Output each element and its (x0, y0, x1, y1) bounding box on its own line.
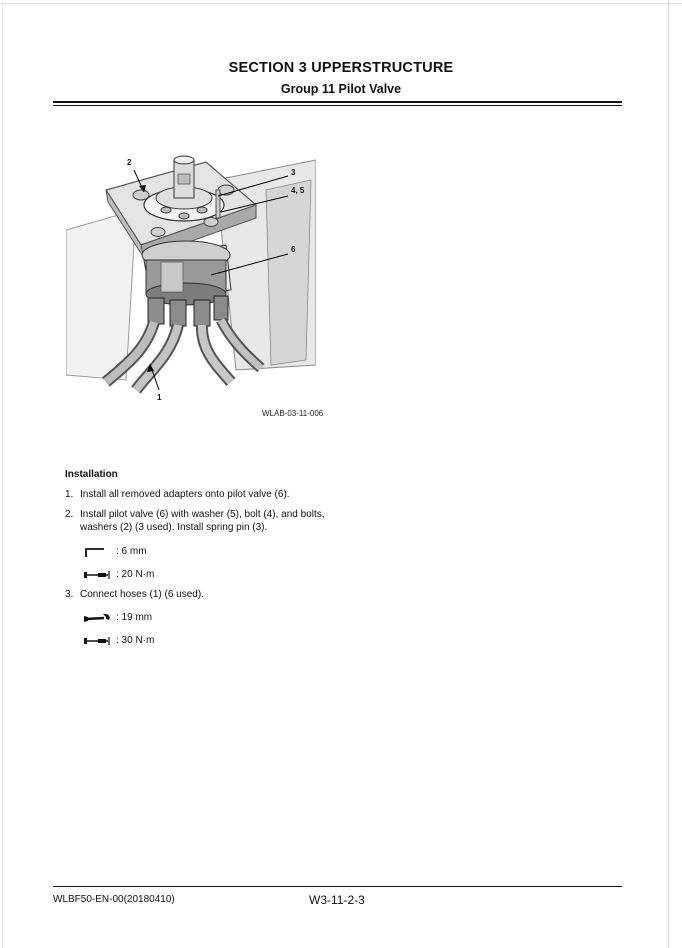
footer-doc-code: WLBF50-EN-00(20180410) (53, 894, 175, 905)
callout-6: 6 (291, 245, 296, 254)
group-title: Group 11 Pilot Valve (280, 82, 402, 96)
header-rule-thin (53, 105, 622, 106)
callout-2: 2 (127, 158, 132, 167)
step-text: Install pilot valve (6) with washer (5), bolt (4), and bolts, washers (2) (3 used). Install spring pin (3). (80, 509, 325, 533)
spec-value: : 6 mm (116, 546, 147, 557)
page-edge-left (2, 0, 3, 948)
spec-value: : 30 N·m (116, 635, 155, 646)
footer-rule (53, 886, 622, 887)
torque-wrench-icon (82, 569, 112, 581)
step-text: Connect hoses (1) (6 used). (80, 589, 204, 600)
spanner-icon (82, 612, 112, 624)
installation-heading: Installation (65, 469, 118, 480)
step-number: 3. (65, 589, 74, 600)
pilot-valve-illustration (66, 150, 316, 408)
step-text: Install all removed adapters onto pilot valve (6). (80, 489, 290, 500)
callout-1: 1 (157, 393, 162, 402)
section-title: SECTION 3 UPPERSTRUCTURE (228, 60, 454, 76)
page-edge-top (0, 3, 682, 4)
page-edge-right (668, 0, 669, 948)
callout-3: 3 (291, 168, 296, 177)
step-number: 2. (65, 509, 74, 520)
spec-value: : 19 mm (116, 612, 153, 623)
hex-wrench-icon (82, 546, 106, 558)
torque-wrench-icon (82, 635, 112, 647)
callout-4-5: 4, 5 (291, 186, 305, 195)
footer-page-number: W3-11-2-3 (309, 893, 365, 907)
step-number: 1. (65, 489, 74, 500)
spec-value: : 20 N·m (116, 569, 155, 580)
header-rule-thick (53, 101, 622, 103)
figure-code: WLAB-03-11-006 (262, 409, 324, 418)
